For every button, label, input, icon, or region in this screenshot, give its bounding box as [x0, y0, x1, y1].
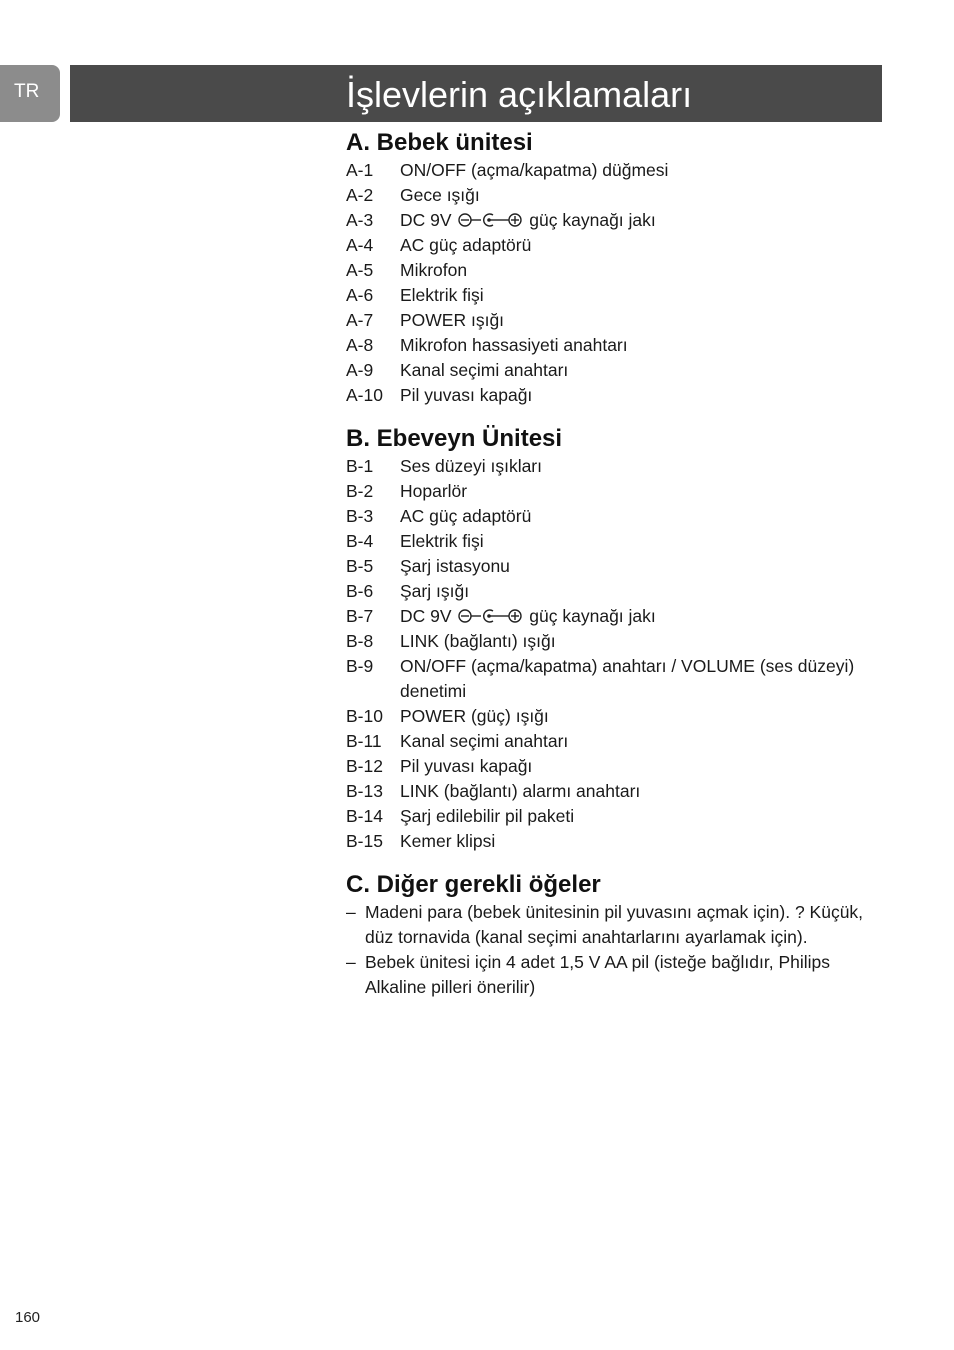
- item-code: A-5: [346, 260, 374, 280]
- item-text: Elektrik fişi: [400, 531, 484, 551]
- list-item: [346, 258, 886, 283]
- item-text-before: DC 9V: [400, 606, 452, 626]
- item-code: A-10: [346, 385, 383, 405]
- item-code: A-2: [346, 185, 374, 205]
- item-code: B-7: [346, 606, 374, 626]
- section-b-list: [346, 454, 886, 854]
- item-code: B-4: [346, 531, 374, 551]
- list-item: [346, 158, 886, 183]
- item-code: B-14: [346, 806, 383, 826]
- item-text: Pil yuvası kapağı: [400, 385, 533, 405]
- item-text: AC güç adaptörü: [400, 506, 532, 526]
- section-c-heading: C. Diğer gerekli öğeler: [346, 871, 601, 898]
- list-item: [346, 183, 886, 208]
- list-item: [346, 479, 886, 504]
- item-code: A-3: [346, 210, 374, 230]
- list-item: [346, 629, 886, 654]
- item-text: AC güç adaptörü: [400, 235, 532, 255]
- list-item: [346, 604, 886, 629]
- item-code: A-4: [346, 235, 374, 255]
- list-item: [346, 333, 886, 358]
- item-text: ON/OFF (açma/kapatma) anahtarı / VOLUME (ses düzeyi) denetimi: [400, 656, 855, 701]
- list-item: [346, 554, 886, 579]
- list-item: [346, 579, 886, 604]
- item-code: B-10: [346, 706, 383, 726]
- item-code: B-15: [346, 831, 383, 851]
- item-code: A-7: [346, 310, 374, 330]
- item-code: B-11: [346, 731, 382, 751]
- item-text: Kemer klipsi: [400, 831, 496, 851]
- list-item: [346, 308, 886, 333]
- item-text: Mikrofon: [400, 260, 468, 280]
- item-text: POWER ışığı: [400, 310, 505, 330]
- list-item: [346, 654, 886, 704]
- item-code: A-8: [346, 335, 374, 355]
- item-text: Şarj istasyonu: [400, 556, 510, 576]
- item-text: Madeni para (bebek ünitesinin pil yuvasını açmak için). ? Küçük, düz tornavida (kanal seçimi anahtarlarını ayarlamak için).: [365, 902, 864, 947]
- item-code: A-1: [346, 160, 374, 180]
- item-text: Gece ışığı: [400, 185, 480, 205]
- list-item: [346, 529, 886, 554]
- item-text: Ses düzeyi ışıkları: [400, 456, 542, 476]
- list-item: [346, 233, 886, 258]
- content: [346, 128, 886, 1000]
- item-text: POWER (güç) ışığı: [400, 706, 549, 726]
- item-text: Kanal seçimi anahtarı: [400, 731, 569, 751]
- item-text: LINK (bağlantı) alarmı anahtarı: [400, 781, 641, 801]
- list-item: [346, 729, 886, 754]
- dash-bullet: –: [346, 902, 356, 922]
- list-item: [346, 358, 886, 383]
- section-b-heading: B. Ebeveyn Ünitesi: [346, 425, 563, 452]
- list-item: [346, 704, 886, 729]
- section-c-list: [346, 900, 886, 1000]
- list-item: [346, 383, 886, 408]
- list-item: [346, 754, 886, 779]
- item-code: B-1: [346, 456, 374, 476]
- language-tab: TR: [0, 65, 60, 122]
- dc-polarity-icon: [457, 212, 523, 228]
- item-text-before: DC 9V: [400, 210, 452, 230]
- item-text: Mikrofon hassasiyeti anahtarı: [400, 335, 628, 355]
- list-item: [346, 900, 886, 950]
- item-text: LINK (bağlantı) ışığı: [400, 631, 556, 651]
- item-text: ON/OFF (açma/kapatma) düğmesi: [400, 160, 669, 180]
- list-item: [346, 829, 886, 854]
- item-code: A-6: [346, 285, 374, 305]
- list-item: [346, 779, 886, 804]
- item-text: [400, 604, 886, 629]
- item-code: B-13: [346, 781, 383, 801]
- item-code: B-9: [346, 656, 374, 676]
- item-text: Şarj edilebilir pil paketi: [400, 806, 575, 826]
- item-code: B-8: [346, 631, 374, 651]
- title-bar: [70, 65, 882, 122]
- item-text: Elektrik fişi: [400, 285, 484, 305]
- item-code: B-6: [346, 581, 374, 601]
- list-item: [346, 804, 886, 829]
- list-item: [346, 504, 886, 529]
- page-title: İşlevlerin açıklamaları: [346, 74, 693, 115]
- item-text: Hoparlör: [400, 481, 468, 501]
- item-text: Şarj ışığı: [400, 581, 470, 601]
- item-text: Kanal seçimi anahtarı: [400, 360, 569, 380]
- item-text-after: güç kaynağı jakı: [529, 210, 656, 230]
- item-text: Pil yuvası kapağı: [400, 756, 533, 776]
- page-number: 160: [15, 1309, 41, 1326]
- list-item: [346, 208, 886, 233]
- dash-bullet: –: [346, 952, 356, 972]
- item-text: [400, 208, 886, 233]
- item-code: B-12: [346, 756, 383, 776]
- section-a-heading: A. Bebek ünitesi: [346, 129, 533, 156]
- section-a-list: [346, 158, 886, 408]
- item-code: A-9: [346, 360, 374, 380]
- list-item: [346, 283, 886, 308]
- list-item: [346, 950, 886, 1000]
- item-code: B-2: [346, 481, 374, 501]
- dc-polarity-icon: [457, 608, 523, 624]
- item-code: B-5: [346, 556, 374, 576]
- item-text: Bebek ünitesi için 4 adet 1,5 V AA pil (isteğe bağlıdır, Philips Alkaline pilleri önerilir): [365, 952, 831, 997]
- item-text-after: güç kaynağı jakı: [529, 606, 656, 626]
- list-item: [346, 454, 886, 479]
- item-code: B-3: [346, 506, 374, 526]
